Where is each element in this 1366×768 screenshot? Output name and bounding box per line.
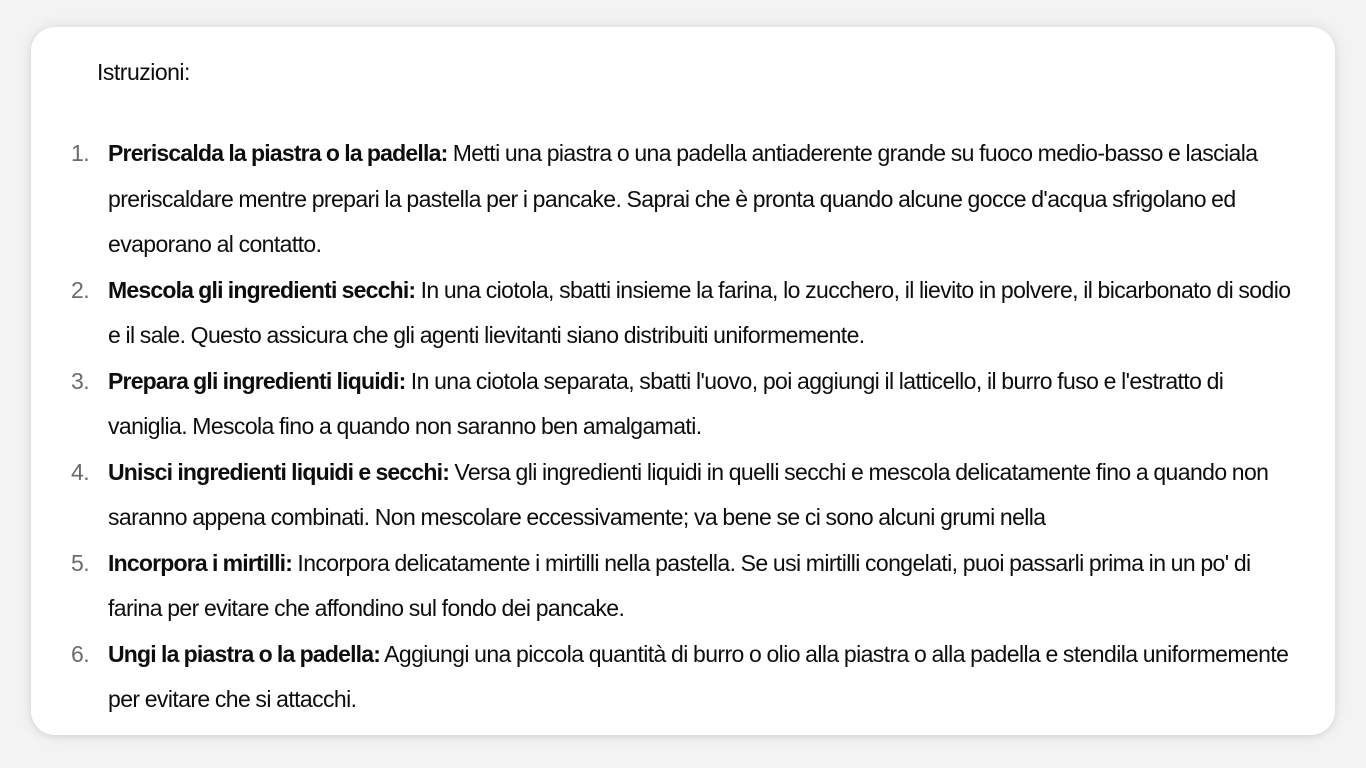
step-text: In una ciotola, sbatti insieme la farina, lo zucchero, il lievito in polvere, il bicarbonato di sodio e il sale. Questo assicura che gli agenti lievitanti siano distribuiti uniformemente.	[108, 276, 1291, 348]
message-card	[31, 27, 1335, 735]
list-item	[31, 268, 1335, 359]
step-number: 6.	[71, 640, 89, 667]
instructions-heading: Istruzioni:	[97, 59, 190, 85]
step-text: In una ciotola separata, sbatti l'uovo, poi aggiungi il latticello, il burro fuso e l'estratto di vaniglia. Mescola fino a quando non saranno ben amalgamati.	[108, 367, 1224, 439]
list-item	[31, 131, 1335, 268]
step-title: Ungi la piastra o la padella:	[108, 640, 381, 667]
list-item	[31, 359, 1335, 450]
step-title: Unisci ingredienti liquidi e secchi:	[108, 458, 450, 485]
step-number: 5.	[71, 549, 89, 576]
step-number: 1.	[71, 140, 89, 166]
step-title: Incorpora i mirtilli:	[108, 549, 293, 576]
steps-list	[31, 131, 1335, 723]
step-number: 3.	[71, 367, 89, 394]
list-item	[31, 632, 1335, 723]
step-text: Incorpora delicatamente i mirtilli nella pastella. Se usi mirtilli congelati, puoi passarli prima in un po' di farina per evitare che affondino sul fondo dei pancake.	[108, 549, 1251, 621]
step-title: Preriscalda la piastra o la padella:	[108, 140, 448, 166]
step-text: Metti una piastra o una padella antiaderente grande su fuoco medio-basso e lasciala preriscaldare mentre prepari la pastella per i pancake. Saprai che è pronta quando alcune gocce d'acqua sfrigolano ed evaporano al contatto.	[108, 140, 1258, 257]
step-number: 4.	[71, 458, 89, 485]
step-title: Prepara gli ingredienti liquidi:	[108, 367, 406, 394]
step-text: Versa gli ingredienti liquidi in quelli secchi e mescola delicatamente fino a quando non saranno appena combinati. Non mescolare eccessivamente; va bene se ci sono alcuni grumi nella	[108, 458, 1269, 530]
step-number: 2.	[71, 276, 89, 303]
step-text: Aggiungi una piccola quantità di burro o olio alla piastra o alla padella e stendila uniformemente per evitare che si attacchi.	[108, 640, 1289, 712]
list-item	[31, 450, 1335, 541]
step-title: Mescola gli ingredienti secchi:	[108, 276, 416, 303]
list-item	[31, 541, 1335, 632]
